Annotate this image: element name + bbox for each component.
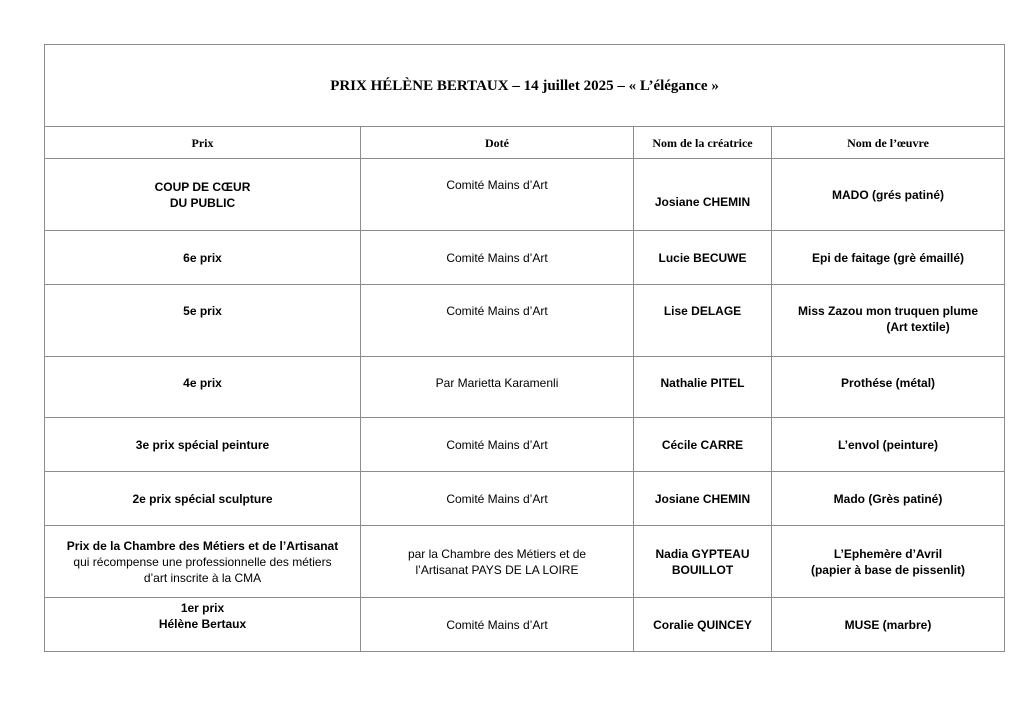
creatrice-line: Lucie BECUWE — [658, 250, 747, 265]
creatrice-line: Josiane CHEMIN — [654, 194, 751, 209]
cell-dote — [361, 231, 634, 285]
dote-line: Par Marietta Karamenli — [435, 376, 559, 390]
table-row — [45, 357, 1005, 418]
prix-line: 6e prix — [183, 250, 222, 265]
cell-dote — [361, 159, 634, 231]
prix-line: COUP DE CŒUR — [154, 179, 251, 194]
creatrice-line: Josiane CHEMIN — [654, 491, 751, 506]
cell-prix — [45, 472, 361, 526]
prix-line: DU PUBLIC — [169, 195, 236, 210]
oeuvre-line: Epi de faitage (grè émaillé) — [811, 250, 965, 265]
creatrice-line: Lise DELAGE — [663, 304, 742, 318]
cell-dote — [361, 472, 634, 526]
cell-creatrice — [634, 285, 772, 357]
prix-line: 2e prix spécial sculpture — [132, 491, 273, 506]
cell-prix — [45, 418, 361, 472]
document-title: PRIX HÉLÈNE BERTAUX – 14 juillet 2025 – « L’élégance » — [45, 45, 1005, 127]
cell-oeuvre — [772, 598, 1005, 652]
table-row — [45, 285, 1005, 357]
dote-line: Comité Mains d’Art — [446, 491, 548, 506]
cell-prix — [45, 231, 361, 285]
cell-oeuvre — [772, 472, 1005, 526]
prix-line: Hélène Bertaux — [158, 617, 247, 631]
cell-prix — [45, 159, 361, 231]
creatrice-line: Nathalie PITEL — [660, 376, 745, 390]
oeuvre-line: Prothése (métal) — [841, 376, 936, 390]
oeuvre-line: MADO (grés patiné) — [832, 188, 945, 202]
creatrice-line: Coralie QUINCEY — [653, 617, 752, 632]
oeuvre-line: L’Ephemère d’Avril — [833, 546, 943, 561]
table-row — [45, 231, 1005, 285]
dote-line: Comité Mains d’Art — [446, 437, 548, 452]
dote-line: l’Artisanat PAYS DE LA LOIRE — [415, 562, 579, 577]
cell-creatrice — [634, 472, 772, 526]
oeuvre-line: Miss Zazou mon truquen plume — [798, 304, 979, 318]
prix-line: 5e prix — [183, 304, 222, 318]
cell-oeuvre — [772, 418, 1005, 472]
cell-prix — [45, 526, 361, 598]
oeuvre-line: Mado (Grès patiné) — [833, 491, 943, 506]
prix-line: 1er prix — [180, 601, 225, 615]
dote-line: Comité Mains d’Art — [446, 617, 548, 632]
cell-dote — [361, 418, 634, 472]
cell-prix — [45, 357, 361, 418]
dote-line: Comité Mains d’Art — [446, 250, 548, 265]
cell-creatrice — [634, 598, 772, 652]
cell-oeuvre — [772, 159, 1005, 231]
cell-dote — [361, 357, 634, 418]
oeuvre-line: (papier à base de pissenlit) — [810, 562, 966, 577]
cell-oeuvre — [772, 357, 1005, 418]
header-oeuvre: Nom de l’œuvre — [772, 127, 1005, 159]
creatrice-line: Cécile CARRE — [661, 437, 744, 452]
prix-line: Prix de la Chambre des Métiers et de l’Artisanat — [66, 538, 339, 553]
table-row — [45, 598, 1005, 652]
prix-line: 4e prix — [183, 376, 222, 390]
cell-creatrice — [634, 231, 772, 285]
prix-line: d’art inscrite à la CMA — [143, 570, 262, 585]
cell-oeuvre — [772, 526, 1005, 598]
dote-line: Comité Mains d’Art — [446, 178, 548, 192]
cell-creatrice — [634, 418, 772, 472]
cell-dote — [361, 598, 634, 652]
prize-table — [44, 44, 1005, 652]
creatrice-line: BOUILLOT — [671, 562, 734, 577]
prix-line: 3e prix spécial peinture — [135, 437, 270, 452]
cell-oeuvre — [772, 285, 1005, 357]
cell-prix — [45, 598, 361, 652]
oeuvre-line: (Art textile) — [886, 320, 950, 334]
oeuvre-line: L’envol (peinture) — [838, 437, 939, 452]
prix-line: qui récompense une professionnelle des métiers — [73, 554, 332, 569]
header-prix: Prix — [45, 127, 361, 159]
header-dote: Doté — [361, 127, 634, 159]
cell-creatrice — [634, 526, 772, 598]
creatrice-line: Nadia GYPTEAU — [655, 546, 750, 561]
cell-prix — [45, 285, 361, 357]
cell-dote — [361, 526, 634, 598]
cell-oeuvre — [772, 231, 1005, 285]
table-row — [45, 526, 1005, 598]
cell-creatrice — [634, 357, 772, 418]
header-creatrice: Nom de la créatrice — [634, 127, 772, 159]
table-row — [45, 418, 1005, 472]
oeuvre-line: MUSE (marbre) — [844, 617, 932, 632]
dote-line: par la Chambre des Métiers et de — [407, 546, 587, 561]
cell-creatrice — [634, 159, 772, 231]
table-row — [45, 472, 1005, 526]
cell-dote — [361, 285, 634, 357]
table-row — [45, 159, 1005, 231]
dote-line: Comité Mains d’Art — [446, 304, 548, 318]
